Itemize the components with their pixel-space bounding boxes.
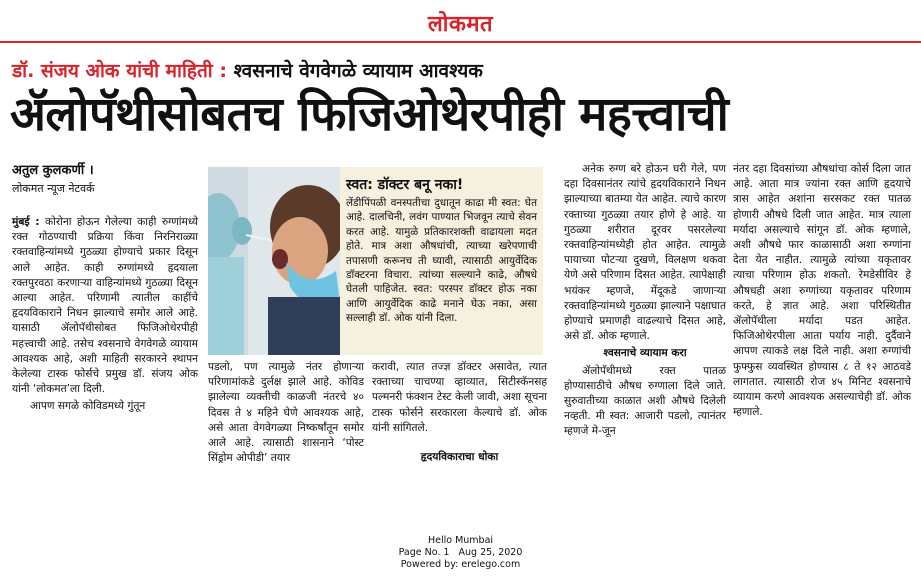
article-column-1 xyxy=(12,215,198,415)
column-3-subhead: हृदयविकाराचा धोका xyxy=(420,451,499,464)
footer-powered-by: Powered by: erelego.com xyxy=(400,559,521,570)
footer-edition: Hello Mumbai xyxy=(427,535,494,546)
byline xyxy=(12,160,202,196)
masthead xyxy=(0,8,921,40)
masthead-rule xyxy=(0,41,921,43)
column-4-subhead: श्वसनाचे व्यायाम करा xyxy=(603,347,687,360)
sidebar-title: स्वत: डॉक्टर बनू नका! xyxy=(346,177,464,193)
footer-page-date: Page No. 1 Aug 25, 2020 xyxy=(398,547,523,558)
sidebar-text: लेंडीपिंपळी वनस्पतीचा दुधातून काढा मी स्वत: घेत आहे. दालचिनी, लवंग पाण्यात भिजवून त्याचे सेवन करत आहे. यामुळे प्रतिकारशक्ती वाढायला मदत होते. मात्र अशा औषधांची, त्याच्या खरेपणाची तपासणी करूनच ती घ्यावी, त्यासाठी आयुर्वेदिक डॉक्टरना विचारा. त्यांच्या सल्ल्याने काढे, औषधे घेतली पाहिजेत. स्वत: परस्पर डॉक्टर होऊ नका आणि आयुर्वेदिक काढे मनाने घेऊ नका, असा सल्लाही डॉ. ओक यांनी दिला. xyxy=(346,197,537,325)
column-5-text: नंतर दहा दिवसांच्या औषधांचा कोर्स दिला जात आहे. आता मात्र ज्यांना रक्त आणि हृदयाचे त्रास आहेत अशांना सरसकट रक्त पातळ होणारी औषधे दिली जात आहेत. मात्र त्याला मर्यादा असल्याचे सांगून डॉ. ओक म्हणाले, अशी औषधे फार काळासाठी अशा रुग्णांना देता येत नाहीत. त्यामुळे त्यांच्या यकृतावर त्याचा परिणाम होऊ शकतो. रेमडेसीविर हे औषधही अशा रुग्णांच्या यकृतावर परिणाम करते, हे ज्ञात आहे. अशा परिस्थितीत ॲलोपॅथीला मर्यादा पडत आहेत. फिजिओथेरपीला आता पर्याय नाही. दुर्दैवाने आपण त्याकडे लक्ष दिले नाही. अशा रुग्णांची फुफ्फुस व्यवस्थित होण्यास ८ ते १२ आठवडे लागतात. त्यासाठी रोज ४५ मिनिट श्वसनाचे व्यायाम करणे आवश्यक असल्याचेही डॉ. ओक म्हणाले. xyxy=(733,163,911,419)
kicker-name: डॉ. संजय ओक यांची माहिती : xyxy=(12,60,227,82)
lokmat-logo: लोकमत xyxy=(427,11,494,37)
column-1-para-2: आपण सगळे कोविडमध्ये गुंतून xyxy=(30,400,146,413)
article-photo xyxy=(208,167,340,355)
column-4-text-2: ॲलोपॅथीमध्ये रक्त पातळ होण्यासाठीचे औषध रुग्णाला दिले जाते. सुरुवातीच्या काळात अशी औषधे दिलेली नव्हती. मी स्वत: आजारी पडलो, त्यानंतर म्हणजे मे-जून xyxy=(564,364,726,438)
article-column-4 xyxy=(564,162,726,440)
byline-network: लोकमत न्यूज नेटवर्क xyxy=(12,182,95,195)
column-4-text: अनेक रुग्ण बरे होऊन घरी गेले, पण दहा दिवसानंतर त्यांचे हृदयविकाराने निधन झाल्याच्या बातम्या येत आहेत. त्याचे कारण रक्ताच्या गुठळ्या तयार होणे हे आहे. या गुठळ्या शरीरात दूरवर पसरलेल्या रक्तवाहिन्यांमध्येही होत आहेत. त्यामुळे पायाच्या पोटऱ्या दुखणे, विलक्षण थकवा येणे असे परिणाम दिसत आहेत. त्यापेक्षाही भयंकर म्हणजे, मेंदूकडे जाणाऱ्या रक्तवाहिन्यांमध्ये गुठळ्या झाल्याने पक्षाघात होण्याचे प्रमाणही वाढल्याचे दिसत आहे, असे डॉ. ओक म्हणाले. xyxy=(564,163,726,343)
swab-test-illustration xyxy=(208,167,340,355)
article-column-3 xyxy=(372,360,547,467)
headline: ॲलोपॅथीसोबतच फिजिओथेरपीही महत्त्वाची xyxy=(10,87,729,142)
sidebar-box xyxy=(340,167,543,355)
column-1-para-1: मुंबई : कोरोना होऊन गेलेल्या काही रुग्णांमध्ये रक्त गोठण्याची प्रक्रिया किंवा निरनिराळ्या रक्तवाहिन्यांमध्ये गुठळ्या होण्याचे प्रकार दिसून आले आहेत. काही रुग्णांमध्ये हृदयाला रक्तपुरवठा करणाऱ्या वाहिन्यांमध्ये गुठळ्या दिसून आल्या आहेत. परिणामी त्यातील काहींचे हृदयविकाराने निधन झाल्याचे समोर आले आहे. यासाठी ॲलोपॅथीसोबत फिजिओथेरपीही महत्त्वाची आहे. तसेच श्वसनाचे वेगवेगळे व्यायाम आवश्यक आहे, अशी माहिती सरकारने स्थापन केलेल्या टास्क फोर्सचे प्रमुख डॉ. संजय ओक यांनी ‘लोकमत’ला दिली. xyxy=(12,216,198,396)
kicker-topic: श्वसनाचे वेगवेगळे व्यायाम आवश्यक xyxy=(233,60,483,82)
kicker xyxy=(12,57,912,83)
article-column-2 xyxy=(208,360,364,466)
byline-author: अतुल कुलकर्णी । xyxy=(12,163,94,178)
dateline: मुंबई : xyxy=(12,216,40,228)
page-footer xyxy=(0,535,921,571)
article-column-5 xyxy=(733,162,911,420)
column-2-text: पडलो, पण त्यामुळे नंतर होणाऱ्या परिणामांकडे दुर्लक्ष झाले आहे. कोविड झालेल्या व्यक्तीची काळजी नंतरचे ४० दिवस ते ४ महिने घेणे आवश्यक आहे, असे आता वेगवेगळ्या निष्कर्षांतून समोर आले आहे. त्यासाठी शासनाने ‘पोस्ट सिंड्रोम ओपीडी’ तयार xyxy=(208,361,364,465)
column-3-text: करावी, त्यात तज्ज्ञ डॉक्टर असावेत, त्यात रक्ताच्या चाचण्या व्हाव्यात, सिटीस्कॅनसह पल्मनरी फंक्शन टेस्ट केली जावी, अशा सूचना टास्क फोर्सने सरकारला केल्याचे डॉ. ओक यांनी सांगितले. xyxy=(372,361,547,434)
